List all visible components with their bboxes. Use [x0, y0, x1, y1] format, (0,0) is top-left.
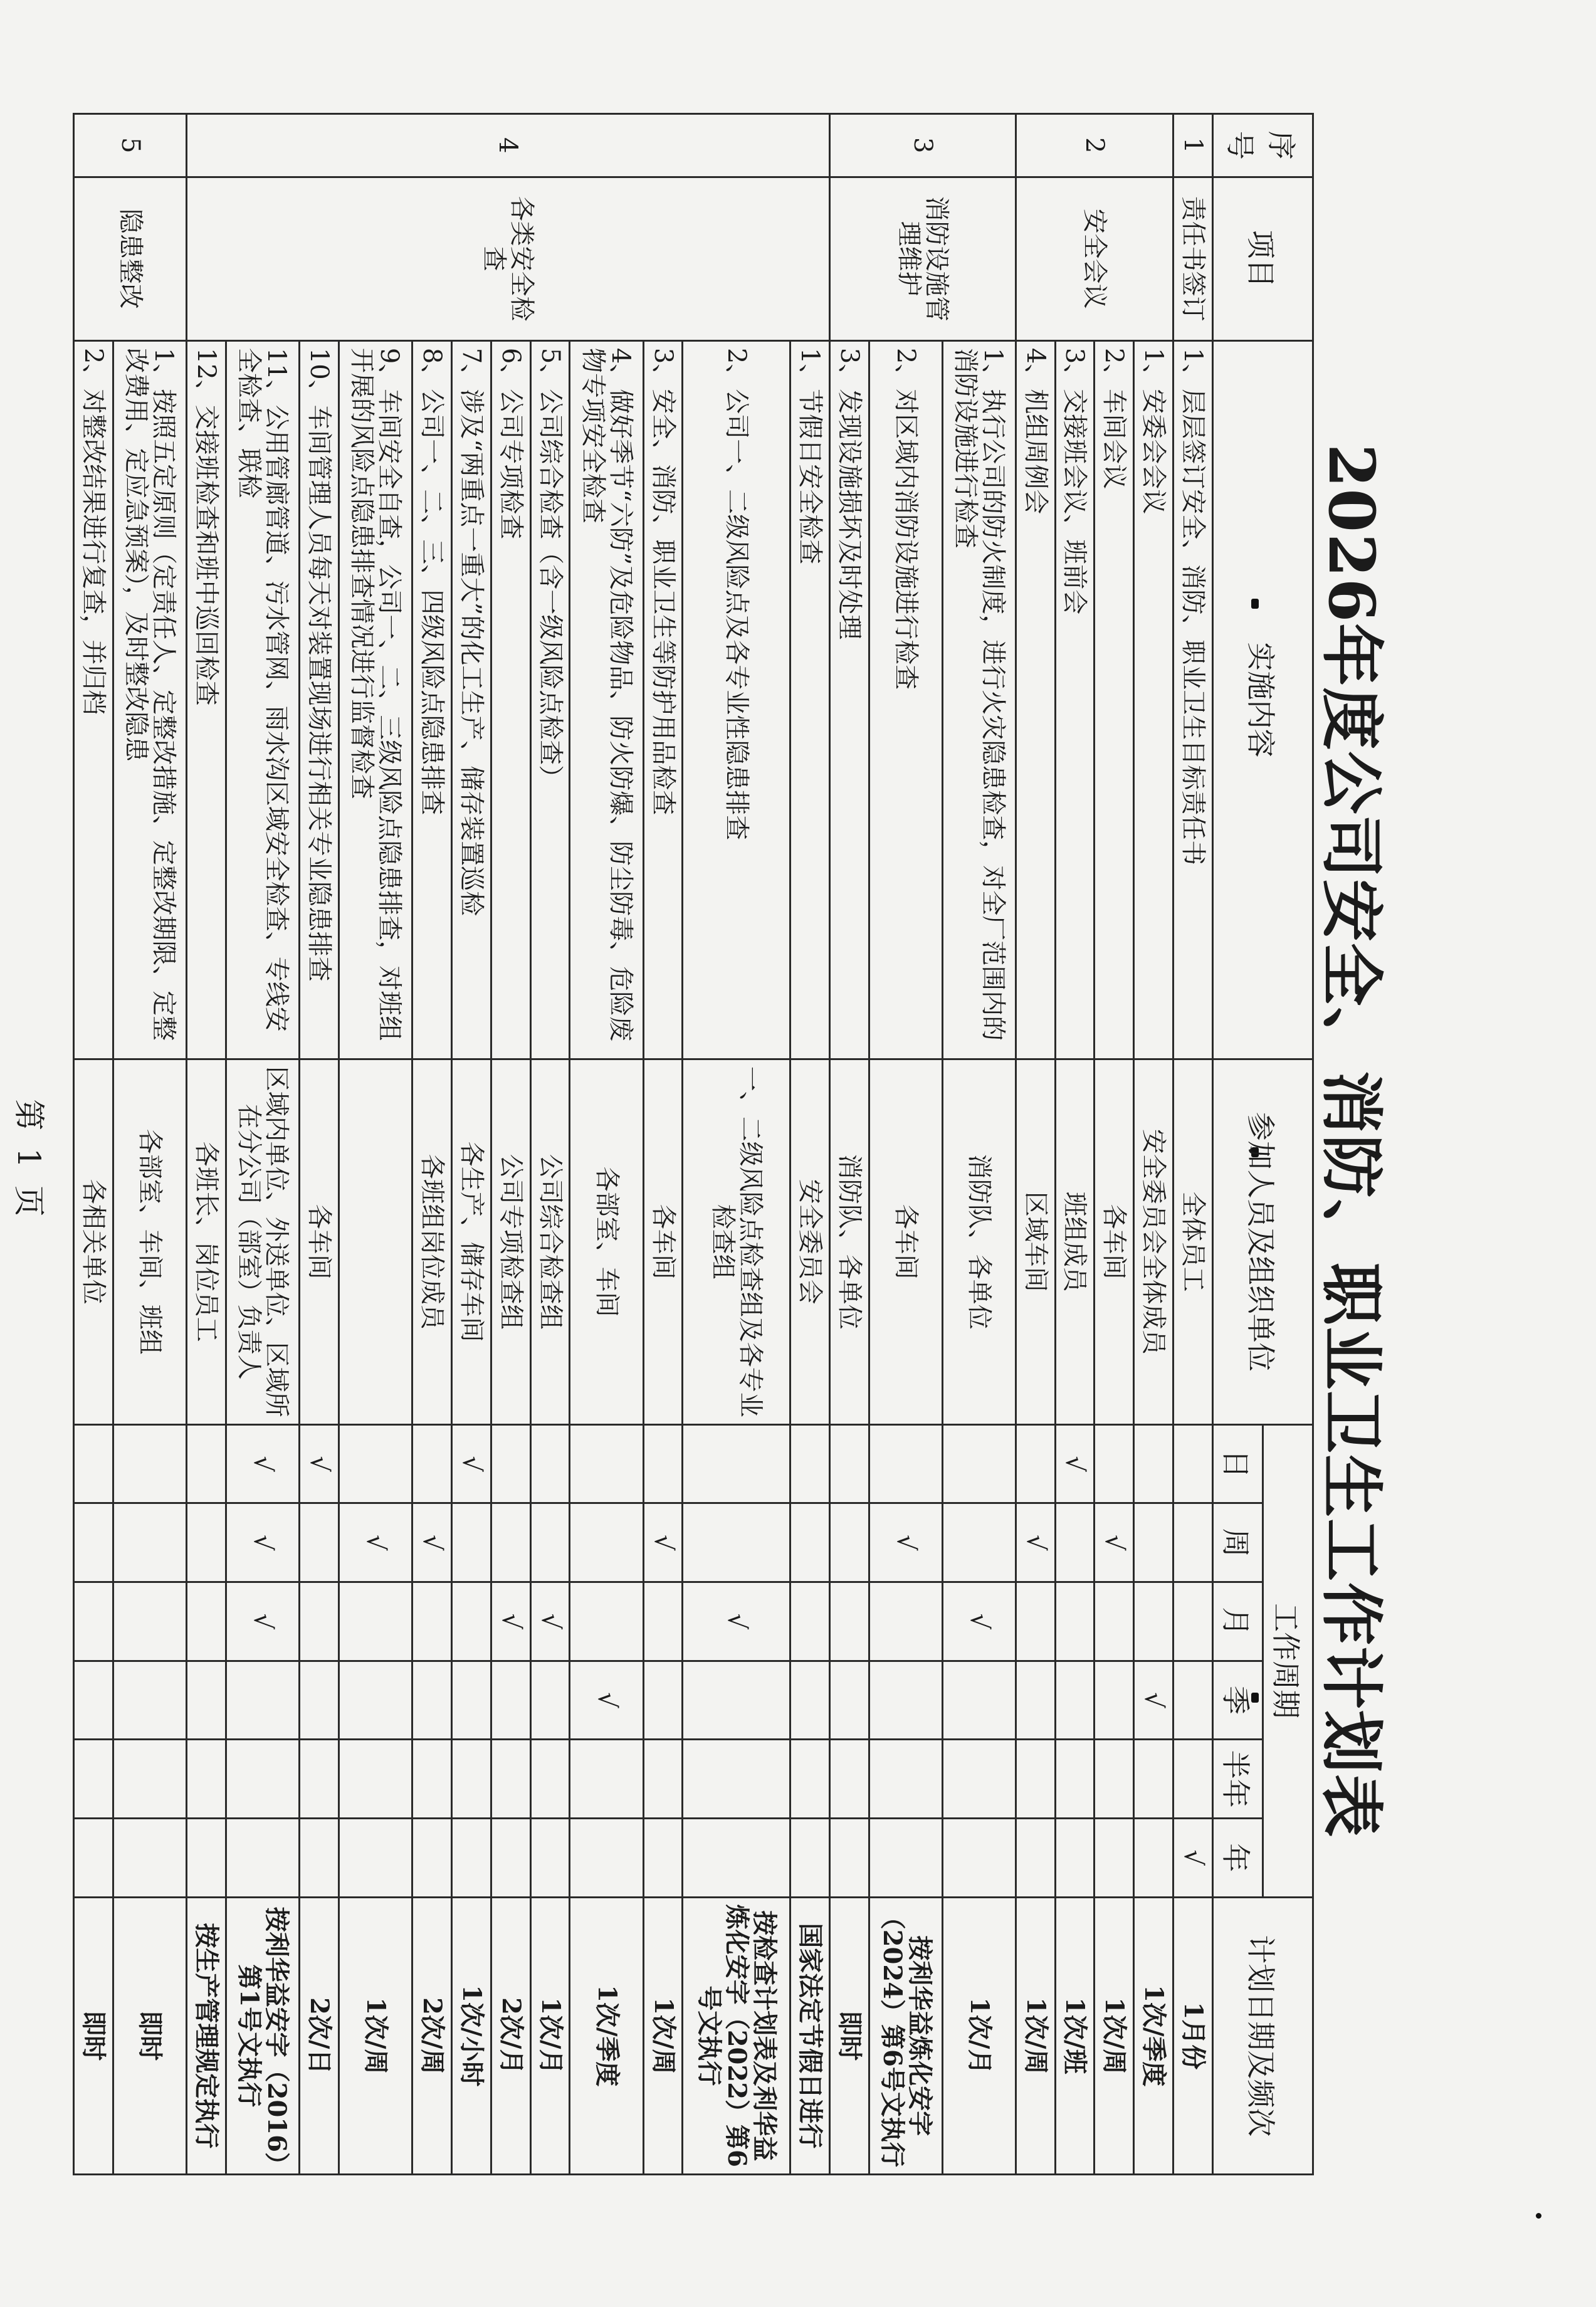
cycle-cell [113, 1661, 187, 1740]
cycle-cell [829, 1582, 869, 1661]
cycle-cell [1173, 1582, 1213, 1661]
cycle-cell [790, 1661, 829, 1740]
cycle-cell [491, 1661, 530, 1740]
participants-cell: 消防队、各单位 [829, 1059, 869, 1424]
frequency-cell: 1次/周 [1016, 1897, 1055, 2174]
content-cell: 2、车间会议 [1095, 340, 1134, 1059]
check-mark-icon: √ [226, 1582, 300, 1661]
participants-cell: 公司专项检查组 [491, 1059, 530, 1424]
cycle-cell [1134, 1582, 1173, 1661]
table-row [1055, 114, 1095, 2175]
cycle-cell [829, 1661, 869, 1740]
frequency-cell: 国家法定节假日进行 [790, 1897, 829, 2174]
cycle-cell [412, 1661, 452, 1740]
cycle-cell [683, 1424, 790, 1503]
header-cycle-col: 周 [1213, 1503, 1263, 1582]
participants-cell: 各车间 [1095, 1059, 1134, 1424]
cycle-cell [683, 1740, 790, 1819]
cycle-cell [869, 1661, 942, 1740]
cycle-cell [113, 1582, 187, 1661]
frequency-cell: 2次/月 [491, 1897, 530, 2174]
seq-cell: 4 [187, 114, 830, 177]
cycle-cell [829, 1818, 869, 1897]
table-row [187, 114, 226, 2175]
check-mark-icon: √ [570, 1661, 643, 1740]
cycle-cell [74, 1661, 113, 1740]
frequency-cell: 1次/月 [530, 1897, 570, 2174]
cycle-cell [113, 1818, 187, 1897]
header-cycle-col: 月 [1213, 1582, 1263, 1661]
check-mark-icon: √ [339, 1503, 412, 1582]
participants-cell: 各生产、储存车间 [451, 1059, 491, 1424]
check-mark-icon: √ [300, 1424, 339, 1503]
table-row [869, 114, 942, 2175]
cycle-cell [300, 1582, 339, 1661]
cycle-cell [1055, 1503, 1095, 1582]
cycle-cell [1016, 1661, 1055, 1740]
page-number: 第 1 页 [11, 1099, 47, 1221]
cycle-cell [74, 1424, 113, 1503]
check-mark-icon: √ [226, 1503, 300, 1582]
cycle-cell [1173, 1503, 1213, 1582]
participants-cell: 各部室、车间 [570, 1059, 643, 1424]
cycle-cell [683, 1661, 790, 1740]
cycle-cell [683, 1818, 790, 1897]
content-cell: 1、安委会会议 [1134, 340, 1173, 1059]
content-cell: 1、节假日安全检查 [790, 340, 829, 1059]
header-project: 项目 [1213, 177, 1313, 340]
content-cell: 1、按照五定原则（定责任人、定整改措施、定整改期限、定整改费用、定应急预案），及时整改隐患 [113, 340, 187, 1059]
cycle-cell [683, 1503, 790, 1582]
cycle-cell [187, 1424, 226, 1503]
participants-cell: 各车间 [300, 1059, 339, 1424]
cycle-cell [643, 1740, 683, 1819]
cycle-cell [643, 1661, 683, 1740]
cycle-cell [643, 1818, 683, 1897]
cycle-cell [451, 1818, 491, 1897]
cycle-cell [491, 1424, 530, 1503]
cycle-cell [790, 1503, 829, 1582]
table-row [339, 114, 412, 2175]
cycle-cell [869, 1582, 942, 1661]
table-row [226, 114, 300, 2175]
check-mark-icon: √ [226, 1424, 300, 1503]
frequency-cell: 1次/周 [643, 1897, 683, 2174]
table-row [643, 114, 683, 2175]
frequency-cell: 即时 [74, 1897, 113, 2174]
participants-cell: 各相关单位 [74, 1059, 113, 1424]
frequency-cell: 1次/周 [1095, 1897, 1134, 2174]
cycle-cell [226, 1740, 300, 1819]
header-participants: 参加人员及组织单位 [1213, 1059, 1313, 1424]
table-row [942, 114, 1016, 2175]
participants-cell: 各车间 [643, 1059, 683, 1424]
cycle-cell [643, 1424, 683, 1503]
cycle-cell [113, 1503, 187, 1582]
frequency-cell: 按生产管理规定执行 [187, 1897, 226, 2174]
cycle-cell [339, 1818, 412, 1897]
cycle-cell [530, 1740, 570, 1819]
table-row [451, 114, 491, 2175]
participants-cell: 消防队、各单位 [942, 1059, 1016, 1424]
seq-cell: 1 [1173, 114, 1213, 177]
seq-cell: 2 [1016, 114, 1173, 177]
project-cell: 消防设施管理维护 [829, 177, 1016, 340]
cycle-cell [942, 1661, 1016, 1740]
cycle-cell [942, 1818, 1016, 1897]
check-mark-icon: √ [942, 1582, 1016, 1661]
cycle-cell [530, 1661, 570, 1740]
table-row [1173, 114, 1213, 2175]
table-row [1095, 114, 1134, 2175]
content-cell: 8、公司一、二、三、四级风险点隐患排查 [412, 340, 452, 1059]
check-mark-icon: √ [1016, 1503, 1055, 1582]
header-cycle-col: 日 [1213, 1424, 1263, 1503]
content-cell: 2、对整改结果进行复查，并归档 [74, 340, 113, 1059]
participants-cell [339, 1059, 412, 1424]
project-cell: 各类安全检查 [187, 177, 830, 340]
table-row [790, 114, 829, 2175]
cycle-cell [570, 1818, 643, 1897]
cycle-cell [1016, 1424, 1055, 1503]
frequency-cell: 即时 [113, 1897, 187, 2174]
cycle-cell [74, 1582, 113, 1661]
frequency-cell: 2次/日 [300, 1897, 339, 2174]
check-mark-icon: √ [451, 1424, 491, 1503]
cycle-cell [451, 1661, 491, 1740]
table-row [829, 114, 869, 2175]
cycle-cell [300, 1740, 339, 1819]
table-row [412, 114, 452, 2175]
cycle-cell [187, 1582, 226, 1661]
cycle-cell [790, 1818, 829, 1897]
cycle-cell [570, 1503, 643, 1582]
project-cell: 责任书签订 [1173, 177, 1213, 340]
table-row [74, 114, 113, 2175]
table-row [491, 114, 530, 2175]
work-plan-table [73, 113, 1314, 2175]
participants-cell: 区域车间 [1016, 1059, 1055, 1424]
table-row [113, 114, 187, 2175]
cycle-cell [869, 1424, 942, 1503]
cycle-cell [412, 1740, 452, 1819]
table-row [300, 114, 339, 2175]
cycle-cell [226, 1818, 300, 1897]
header-frequency: 计划日期及频次 [1213, 1897, 1313, 2174]
table-row [1016, 114, 1055, 2175]
cycle-cell [790, 1582, 829, 1661]
cycle-cell [491, 1503, 530, 1582]
cycle-cell [1095, 1424, 1134, 1503]
cycle-cell [942, 1503, 1016, 1582]
participants-cell: 安全委员会全体成员 [1134, 1059, 1173, 1424]
cycle-cell [226, 1661, 300, 1740]
cycle-cell [1055, 1818, 1095, 1897]
header-cycle: 工作周期 [1263, 1424, 1313, 1897]
content-cell: 7、涉及“两重点一重大”的化工生产、储存装置巡检 [451, 340, 491, 1059]
participants-cell: 安全委员会 [790, 1059, 829, 1424]
cycle-cell [491, 1818, 530, 1897]
participants-cell: 各班长、岗位员工 [187, 1059, 226, 1424]
cycle-cell [570, 1740, 643, 1819]
cycle-cell [1134, 1818, 1173, 1897]
cycle-cell [1055, 1582, 1095, 1661]
header-seq: 序号 [1213, 114, 1313, 177]
cycle-cell [1055, 1661, 1095, 1740]
cycle-cell [491, 1740, 530, 1819]
cycle-cell [339, 1424, 412, 1503]
content-cell: 2、公司一、二级风险点及各专业性隐患排查 [683, 340, 790, 1059]
header-cycle-col: 年 [1213, 1818, 1263, 1897]
check-mark-icon: √ [1134, 1661, 1173, 1740]
cycle-cell [790, 1424, 829, 1503]
frequency-cell: 按检查计划表及利华益炼化安字（2022）第6号文执行 [683, 1897, 790, 2174]
check-mark-icon: √ [530, 1582, 570, 1661]
frequency-cell: 1次/周 [339, 1897, 412, 2174]
cycle-cell [1173, 1424, 1213, 1503]
cycle-cell [451, 1582, 491, 1661]
check-mark-icon: √ [491, 1582, 530, 1661]
seq-cell: 3 [829, 114, 1016, 177]
participants-cell: 各车间 [869, 1059, 942, 1424]
participants-cell: 班组成员 [1055, 1059, 1095, 1424]
participants-cell: 各班组岗位成员 [412, 1059, 452, 1424]
cycle-cell [1173, 1661, 1213, 1740]
cycle-cell [1095, 1818, 1134, 1897]
frequency-cell: 2次/周 [412, 1897, 452, 2174]
cycle-cell [187, 1818, 226, 1897]
cycle-cell [1173, 1740, 1213, 1819]
cycle-cell [1095, 1740, 1134, 1819]
participants-cell: 区域内单位、外送单位、区域所在分公司（部室）负责人 [226, 1059, 300, 1424]
frequency-cell: 按利华益炼化安字（2024）第6号文执行 [869, 1897, 942, 2174]
cycle-cell [339, 1582, 412, 1661]
cycle-cell [300, 1818, 339, 1897]
project-cell: 安全会议 [1016, 177, 1173, 340]
cycle-cell [412, 1424, 452, 1503]
cycle-cell [570, 1582, 643, 1661]
cycle-cell [412, 1582, 452, 1661]
content-cell: 9、车间安全自查，公司一、二、三级风险点隐患排查，对班组开展的风险点隐患排查情况进行监督检查 [339, 340, 412, 1059]
content-cell: 12、交接班检查和班中巡回检查 [187, 340, 226, 1059]
check-mark-icon: √ [643, 1503, 683, 1582]
header-cycle-col: 季 [1213, 1661, 1263, 1740]
check-mark-icon: √ [683, 1582, 790, 1661]
cycle-cell [869, 1740, 942, 1819]
table-row [683, 114, 790, 2175]
content-cell: 4、机组周例会 [1016, 340, 1055, 1059]
cycle-cell [1134, 1424, 1173, 1503]
cycle-cell [113, 1424, 187, 1503]
cycle-cell [942, 1424, 1016, 1503]
cycle-cell [1134, 1503, 1173, 1582]
header-cycle-col: 半年 [1213, 1740, 1263, 1819]
content-cell: 5、公司综合检查（含一级风险点检查） [530, 340, 570, 1059]
participants-cell: 全体员工 [1173, 1059, 1213, 1424]
table-row [1134, 114, 1173, 2175]
table-row [570, 114, 643, 2175]
frequency-cell: 按利华益安字（2016）第1号文执行 [226, 1897, 300, 2174]
header-content: 实施内容 [1213, 340, 1313, 1059]
content-cell: 3、交接班会议、班前会 [1055, 340, 1095, 1059]
project-cell: 隐患整改 [74, 177, 187, 340]
cycle-cell [790, 1740, 829, 1819]
content-cell: 6、公司专项检查 [491, 340, 530, 1059]
cycle-cell [1016, 1582, 1055, 1661]
cycle-cell [643, 1582, 683, 1661]
cycle-cell [451, 1740, 491, 1819]
frequency-cell: 1次/季度 [570, 1897, 643, 2174]
cycle-cell [300, 1503, 339, 1582]
cycle-cell [530, 1818, 570, 1897]
content-cell: 3、发现设施损坏及时处理 [829, 340, 869, 1059]
cycle-cell [942, 1740, 1016, 1819]
cycle-cell [74, 1818, 113, 1897]
cycle-cell [339, 1661, 412, 1740]
content-cell: 2、对区域内消防设施进行检查 [869, 340, 942, 1059]
cycle-cell [829, 1740, 869, 1819]
cycle-cell [1134, 1740, 1173, 1819]
frequency-cell: 1月份 [1173, 1897, 1213, 2174]
cycle-cell [300, 1661, 339, 1740]
frequency-cell: 1次/班 [1055, 1897, 1095, 2174]
participants-cell: 公司综合检查组 [530, 1059, 570, 1424]
seq-cell: 5 [74, 114, 187, 177]
check-mark-icon: √ [1055, 1424, 1095, 1503]
cycle-cell [1016, 1818, 1055, 1897]
table-row [530, 114, 570, 2175]
cycle-cell [1055, 1740, 1095, 1819]
check-mark-icon: √ [1095, 1503, 1134, 1582]
content-cell: 4、做好季节“六防”及危险物品、防火防爆、防尘防毒、危险废物专项安全检查 [570, 340, 643, 1059]
cycle-cell [1016, 1740, 1055, 1819]
check-mark-icon: √ [869, 1503, 942, 1582]
cycle-cell [187, 1740, 226, 1819]
cycle-cell [530, 1503, 570, 1582]
page-title: 2026年度公司安全、消防、职业卫生工作计划表 [1315, 443, 1389, 1839]
cycle-cell [187, 1503, 226, 1582]
cycle-cell [74, 1740, 113, 1819]
check-mark-icon: √ [1173, 1818, 1213, 1897]
content-cell: 10、车间管理人员每天对装置现场进行相关专业隐患排查 [300, 340, 339, 1059]
content-cell: 3、安全、消防、职业卫生等防护用品检查 [643, 340, 683, 1059]
content-cell: 1、执行公司的防火制度，进行火灾隐患检查，对全厂范围内的消防设施进行检查 [942, 340, 1016, 1059]
cycle-cell [829, 1424, 869, 1503]
cycle-cell [570, 1424, 643, 1503]
participants-cell: 一、二级风险点检查组及各专业检查组 [683, 1059, 790, 1424]
check-mark-icon: √ [412, 1503, 452, 1582]
cycle-cell [1095, 1661, 1134, 1740]
cycle-cell [451, 1503, 491, 1582]
participants-cell: 各部室、车间、班组 [113, 1059, 187, 1424]
content-cell: 11、公用管廊管道、污水管网、雨水沟区域安全检查、专线安全检查、联检 [226, 340, 300, 1059]
cycle-cell [339, 1740, 412, 1819]
frequency-cell: 1次/月 [942, 1897, 1016, 2174]
cycle-cell [412, 1818, 452, 1897]
cycle-cell [187, 1661, 226, 1740]
frequency-cell: 1次/小时 [451, 1897, 491, 2174]
cycle-cell [869, 1818, 942, 1897]
content-cell: 1、层层签订安全、消防、职业卫生目标责任书 [1173, 340, 1213, 1059]
cycle-cell [1095, 1582, 1134, 1661]
cycle-cell [113, 1740, 187, 1819]
frequency-cell: 1次/季度 [1134, 1897, 1173, 2174]
cycle-cell [74, 1503, 113, 1582]
cycle-cell [829, 1503, 869, 1582]
frequency-cell: 即时 [829, 1897, 869, 2174]
cycle-cell [530, 1424, 570, 1503]
